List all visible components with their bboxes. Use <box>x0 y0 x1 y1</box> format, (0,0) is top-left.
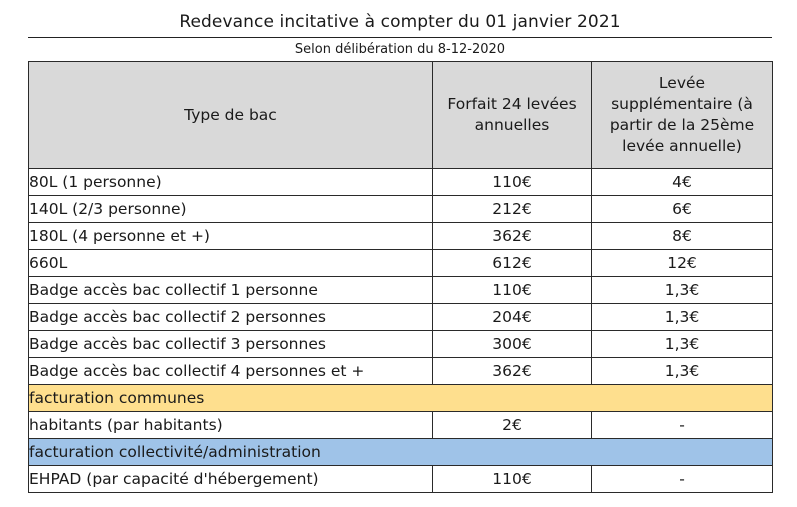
table-row <box>29 331 773 358</box>
section-collectivite-row <box>29 439 773 466</box>
row-forfait: 362€ <box>433 358 592 385</box>
row-levee: 1,3€ <box>592 358 773 385</box>
page-subtitle: Selon délibération du 8-12-2020 <box>294 42 506 57</box>
row-forfait: 2€ <box>433 412 592 439</box>
row-levee: 4€ <box>592 169 773 196</box>
row-levee: 1,3€ <box>592 331 773 358</box>
row-levee: 6€ <box>592 196 773 223</box>
row-forfait: 300€ <box>433 331 592 358</box>
row-type: habitants (par habitants) <box>29 412 433 439</box>
page-title: Redevance incitative à compter du 01 janvier 2021 <box>179 12 621 32</box>
table-row <box>29 223 773 250</box>
table-row <box>29 412 773 439</box>
header-type: Type de bac <box>29 62 433 169</box>
header-forfait <box>433 62 592 169</box>
row-type: 140L (2/3 personne) <box>29 196 433 223</box>
row-type: 80L (1 personne) <box>29 169 433 196</box>
section-collectivite-label: facturation collectivité/administration <box>29 439 433 466</box>
row-forfait: 612€ <box>433 250 592 277</box>
row-type: EHPAD (par capacité d'hébergement) <box>29 466 433 493</box>
row-type: Badge accès bac collectif 3 personnes <box>29 331 433 358</box>
tariff-table <box>28 61 773 493</box>
section-collectivite-fill <box>433 439 592 466</box>
table-row <box>29 250 773 277</box>
row-forfait: 110€ <box>433 277 592 304</box>
row-levee: - <box>592 466 773 493</box>
header-forfait-label: Forfait 24 levées annuelles <box>447 95 577 134</box>
table-header-row <box>29 62 773 169</box>
section-communes-fill-end <box>592 385 773 412</box>
row-type: 180L (4 personne et +) <box>29 223 433 250</box>
row-levee: - <box>592 412 773 439</box>
table-row <box>29 304 773 331</box>
table-row <box>29 169 773 196</box>
section-collectivite-fill-end <box>592 439 773 466</box>
row-levee: 12€ <box>592 250 773 277</box>
row-forfait: 212€ <box>433 196 592 223</box>
row-forfait: 110€ <box>433 169 592 196</box>
row-forfait: 204€ <box>433 304 592 331</box>
row-forfait: 362€ <box>433 223 592 250</box>
row-levee: 1,3€ <box>592 277 773 304</box>
row-forfait: 110€ <box>433 466 592 493</box>
header-levee-label: Levée supplémentaire (à partir de la 25ème levée annuelle) <box>609 74 755 155</box>
section-communes-row <box>29 385 773 412</box>
row-levee: 8€ <box>592 223 773 250</box>
section-communes-fill <box>433 385 592 412</box>
table-row <box>29 196 773 223</box>
section-communes-label: facturation communes <box>29 385 433 412</box>
row-type: Badge accès bac collectif 1 personne <box>29 277 433 304</box>
row-type: Badge accès bac collectif 2 personnes <box>29 304 433 331</box>
row-type: Badge accès bac collectif 4 personnes et + <box>29 358 433 385</box>
table-row <box>29 358 773 385</box>
table-row <box>29 466 773 493</box>
row-type: 660L <box>29 250 433 277</box>
title-divider <box>28 37 772 38</box>
header-levee <box>592 62 773 169</box>
row-levee: 1,3€ <box>592 304 773 331</box>
table-row <box>29 277 773 304</box>
